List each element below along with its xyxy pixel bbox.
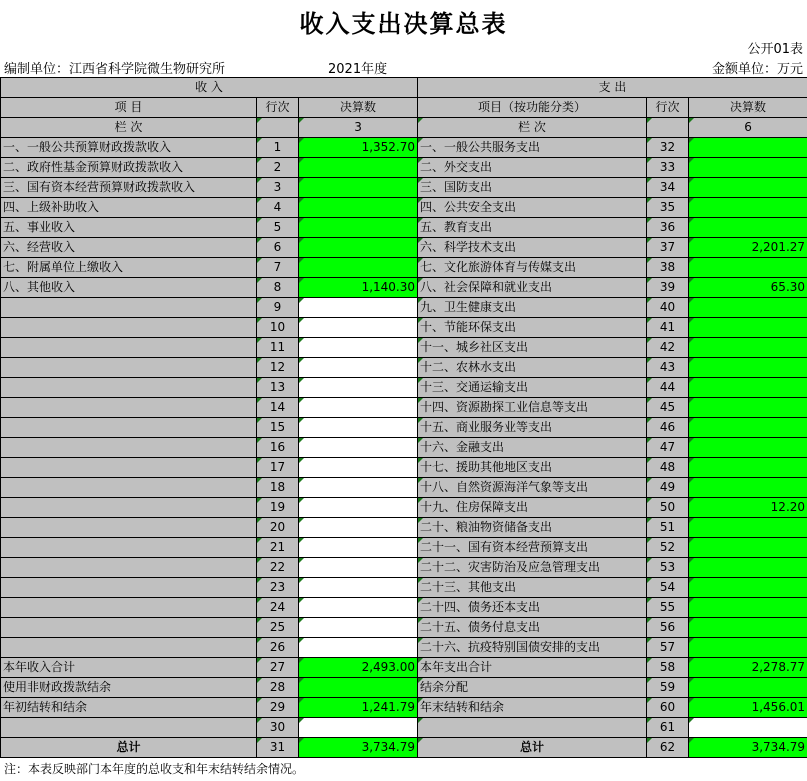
expense-amount: [689, 598, 807, 618]
income-row-number: 10: [257, 318, 299, 338]
table-row: [1, 558, 807, 578]
income-item-label: 使用非财政拨款结余: [1, 678, 257, 698]
expense-row-number: 59: [647, 678, 689, 698]
income-amount: [299, 538, 418, 558]
income-row-number: 4: [257, 198, 299, 218]
income-item-label: [1, 538, 257, 558]
expense-amount: [689, 258, 807, 278]
expense-amount: [689, 478, 807, 498]
table-row: [1, 278, 807, 298]
expense-item-label: 本年支出合计: [418, 658, 647, 678]
expense-amount: [689, 578, 807, 598]
form-number: 公开01表: [747, 42, 803, 57]
income-amount: [299, 578, 418, 598]
expense-amount: [689, 718, 807, 738]
income-row-number: 5: [257, 218, 299, 238]
expense-row-number: 39: [647, 278, 689, 298]
expense-row-number: 53: [647, 558, 689, 578]
lanci-blank-left: [257, 118, 299, 138]
expense-item-label: 二十五、债务付息支出: [418, 618, 647, 638]
expense-item-label: [418, 718, 647, 738]
footnote: 注：本表反映部门本年度的总收支和年末结转结余情况。: [4, 762, 305, 776]
income-item-label: [1, 358, 257, 378]
expense-section-header: 支 出: [418, 78, 807, 98]
expense-row-number: 56: [647, 618, 689, 638]
income-item-label: [1, 518, 257, 538]
income-item-label: [1, 438, 257, 458]
expense-row-number: 37: [647, 238, 689, 258]
income-row-number: 13: [257, 378, 299, 398]
lanci-label-right: 栏 次: [418, 118, 647, 138]
expense-item-label: 二十六、抗疫特别国债安排的支出: [418, 638, 647, 658]
expense-item-label: 结余分配: [418, 678, 647, 698]
fiscal-year: 2021年度: [328, 62, 388, 77]
expense-amount: [689, 138, 807, 158]
expense-item-label: 四、公共安全支出: [418, 198, 647, 218]
table-row: [1, 618, 807, 638]
income-amount: 1,140.30: [299, 278, 418, 298]
income-row-number: 9: [257, 298, 299, 318]
expense-item-label: 六、科学技术支出: [418, 238, 647, 258]
expense-row-number: 40: [647, 298, 689, 318]
income-amount: [299, 598, 418, 618]
table-row: [1, 518, 807, 538]
income-amount: [299, 378, 418, 398]
income-row-number: 7: [257, 258, 299, 278]
expense-amount: 3,734.79: [689, 738, 807, 758]
table-row: [1, 418, 807, 438]
income-item-label: 一、一般公共预算财政拨款收入: [1, 138, 257, 158]
income-row-number: 19: [257, 498, 299, 518]
expense-item-label: 十、节能环保支出: [418, 318, 647, 338]
income-amount: [299, 318, 418, 338]
income-row-number: 22: [257, 558, 299, 578]
expense-row-number: 45: [647, 398, 689, 418]
expense-amount: [689, 158, 807, 178]
expense-row-number: 62: [647, 738, 689, 758]
income-amount: [299, 718, 418, 738]
expense-item-label: 十七、援助其他地区支出: [418, 458, 647, 478]
expense-row-number: 42: [647, 338, 689, 358]
expense-row-number: 44: [647, 378, 689, 398]
income-item-label: [1, 418, 257, 438]
income-row-number: 26: [257, 638, 299, 658]
lanci-blank-right: [647, 118, 689, 138]
income-amount: [299, 298, 418, 318]
income-row-number: 3: [257, 178, 299, 198]
expense-row-number: 35: [647, 198, 689, 218]
expense-amount: [689, 558, 807, 578]
expense-amount: [689, 538, 807, 558]
expense-row-number: 55: [647, 598, 689, 618]
income-row-number: 11: [257, 338, 299, 358]
income-amount: [299, 498, 418, 518]
col-header-row-expense: 行次: [647, 98, 689, 118]
expense-item-label: 三、国防支出: [418, 178, 647, 198]
income-row-number: 21: [257, 538, 299, 558]
income-row-number: 6: [257, 238, 299, 258]
income-row-number: 30: [257, 718, 299, 738]
income-amount: 2,493.00: [299, 658, 418, 678]
table-row: [1, 318, 807, 338]
expense-item-label: 十九、住房保障支出: [418, 498, 647, 518]
income-amount: [299, 518, 418, 538]
expense-item-label: 二十二、灾害防治及应急管理支出: [418, 558, 647, 578]
income-item-label: [1, 318, 257, 338]
expense-item-label: 二十、粮油物资储备支出: [418, 518, 647, 538]
income-item-label: 总计: [1, 738, 257, 758]
expense-item-label: 五、教育支出: [418, 218, 647, 238]
income-row-number: 23: [257, 578, 299, 598]
income-row-number: 29: [257, 698, 299, 718]
table-row: [1, 438, 807, 458]
col-header-row: 行次: [257, 98, 299, 118]
expense-row-number: 54: [647, 578, 689, 598]
table-row: [1, 298, 807, 318]
income-item-label: 五、事业收入: [1, 218, 257, 238]
income-amount: [299, 338, 418, 358]
income-item-label: [1, 598, 257, 618]
expense-row-number: 60: [647, 698, 689, 718]
income-item-label: 二、政府性基金预算财政拨款收入: [1, 158, 257, 178]
table-row: [1, 458, 807, 478]
income-row-number: 16: [257, 438, 299, 458]
expense-item-label: 十四、资源勘探工业信息等支出: [418, 398, 647, 418]
income-item-label: [1, 398, 257, 418]
income-item-label: 六、经营收入: [1, 238, 257, 258]
expense-amount: [689, 638, 807, 658]
expense-row-number: 49: [647, 478, 689, 498]
table-row: [1, 398, 807, 418]
income-item-label: 三、国有资本经营预算财政拨款收入: [1, 178, 257, 198]
table-row: [1, 338, 807, 358]
income-row-number: 15: [257, 418, 299, 438]
income-row-number: 12: [257, 358, 299, 378]
income-row-number: 20: [257, 518, 299, 538]
income-row-number: 17: [257, 458, 299, 478]
col-header-item: 项 目: [1, 98, 257, 118]
income-amount: 1,241.79: [299, 698, 418, 718]
expense-row-number: 57: [647, 638, 689, 658]
income-row-number: 24: [257, 598, 299, 618]
income-amount: [299, 358, 418, 378]
expense-amount: 2,278.77: [689, 658, 807, 678]
income-row-number: 27: [257, 658, 299, 678]
expense-item-label: 二十一、国有资本经营预算支出: [418, 538, 647, 558]
expense-row-number: 33: [647, 158, 689, 178]
col-header-amount: 决算数: [299, 98, 418, 118]
expense-amount: 65.30: [689, 278, 807, 298]
table-row: [1, 198, 807, 218]
income-section-header: 收 入: [1, 78, 418, 98]
expense-amount: [689, 618, 807, 638]
income-item-label: [1, 718, 257, 738]
table-row: [1, 498, 807, 518]
table-row: [1, 678, 807, 698]
expense-row-number: 48: [647, 458, 689, 478]
income-row-number: 28: [257, 678, 299, 698]
expense-row-number: 47: [647, 438, 689, 458]
expense-amount: [689, 298, 807, 318]
expense-amount: [689, 218, 807, 238]
income-amount: [299, 218, 418, 238]
table-row: [1, 658, 807, 678]
expense-row-number: 52: [647, 538, 689, 558]
income-amount: [299, 238, 418, 258]
income-amount: [299, 558, 418, 578]
table-row: [1, 158, 807, 178]
income-expense-table: [0, 77, 807, 758]
expense-item-label: 十八、自然资源海洋气象等支出: [418, 478, 647, 498]
expense-amount: 1,456.01: [689, 698, 807, 718]
income-item-label: 年初结转和结余: [1, 698, 257, 718]
income-item-label: 八、其他收入: [1, 278, 257, 298]
expense-row-number: 46: [647, 418, 689, 438]
income-row-number: 8: [257, 278, 299, 298]
income-amount: [299, 678, 418, 698]
expense-item-label: 十六、金融支出: [418, 438, 647, 458]
income-item-label: [1, 378, 257, 398]
reporting-unit: 编制单位：江西省科学院微生物研究所: [4, 62, 226, 77]
income-amount: [299, 418, 418, 438]
table-row: [1, 718, 807, 738]
lanci-label-left: 栏 次: [1, 118, 257, 138]
expense-row-number: 36: [647, 218, 689, 238]
expense-item-label: 十五、商业服务业等支出: [418, 418, 647, 438]
income-amount: [299, 158, 418, 178]
expense-item-label: 十一、城乡社区支出: [418, 338, 647, 358]
expense-item-label: 二十三、其他支出: [418, 578, 647, 598]
expense-row-number: 41: [647, 318, 689, 338]
expense-item-label: 八、社会保障和就业支出: [418, 278, 647, 298]
expense-amount: [689, 378, 807, 398]
expense-row-number: 58: [647, 658, 689, 678]
expense-item-label: 七、文化旅游体育与传媒支出: [418, 258, 647, 278]
expense-amount: [689, 178, 807, 198]
expense-amount: [689, 358, 807, 378]
income-amount: [299, 178, 418, 198]
expense-item-label: 总计: [418, 738, 647, 758]
page-title: 收入支出决算总表: [299, 10, 508, 38]
table-row: [1, 738, 807, 758]
income-row-number: 18: [257, 478, 299, 498]
expense-amount: [689, 338, 807, 358]
table-row: [1, 138, 807, 158]
income-item-label: [1, 498, 257, 518]
expense-item-label: 九、卫生健康支出: [418, 298, 647, 318]
expense-item-label: 二、外交支出: [418, 158, 647, 178]
income-amount: 3,734.79: [299, 738, 418, 758]
income-item-label: [1, 298, 257, 318]
expense-row-number: 32: [647, 138, 689, 158]
expense-amount: [689, 398, 807, 418]
expense-amount: [689, 458, 807, 478]
expense-item-label: 年末结转和结余: [418, 698, 647, 718]
expense-row-number: 43: [647, 358, 689, 378]
currency-unit: 金额单位：万元: [711, 62, 803, 77]
table-row: [1, 598, 807, 618]
income-amount: [299, 478, 418, 498]
expense-amount: [689, 678, 807, 698]
table-row: [1, 578, 807, 598]
table-row: [1, 378, 807, 398]
expense-amount: [689, 438, 807, 458]
table-row: [1, 698, 807, 718]
income-amount: [299, 618, 418, 638]
table-row: [1, 178, 807, 198]
col-header-item-expense: 项目（按功能分类）: [418, 98, 647, 118]
income-amount: [299, 398, 418, 418]
income-amount: [299, 258, 418, 278]
income-row-number: 1: [257, 138, 299, 158]
expense-row-number: 38: [647, 258, 689, 278]
expense-row-number: 61: [647, 718, 689, 738]
expense-row-number: 51: [647, 518, 689, 538]
income-item-label: [1, 578, 257, 598]
table-row: [1, 258, 807, 278]
income-item-label: 本年收入合计: [1, 658, 257, 678]
income-amount: [299, 198, 418, 218]
income-item-label: [1, 558, 257, 578]
income-item-label: [1, 478, 257, 498]
expense-amount: [689, 518, 807, 538]
expense-amount: 2,201.27: [689, 238, 807, 258]
income-item-label: 四、上级补助收入: [1, 198, 257, 218]
table-row: [1, 538, 807, 558]
table-row: [1, 638, 807, 658]
expense-amount: 12.20: [689, 498, 807, 518]
income-item-label: [1, 458, 257, 478]
lanci-number-left: 3: [299, 118, 418, 138]
table-row: [1, 218, 807, 238]
income-amount: 1,352.70: [299, 138, 418, 158]
income-item-label: [1, 338, 257, 358]
expense-item-label: 一、一般公共服务支出: [418, 138, 647, 158]
expense-amount: [689, 198, 807, 218]
income-amount: [299, 438, 418, 458]
expense-item-label: 十二、农林水支出: [418, 358, 647, 378]
income-item-label: [1, 638, 257, 658]
expense-row-number: 50: [647, 498, 689, 518]
table-row: [1, 358, 807, 378]
income-row-number: 2: [257, 158, 299, 178]
income-row-number: 14: [257, 398, 299, 418]
expense-row-number: 34: [647, 178, 689, 198]
income-amount: [299, 458, 418, 478]
income-item-label: [1, 618, 257, 638]
table-row: [1, 238, 807, 258]
income-row-number: 31: [257, 738, 299, 758]
lanci-number-right: 6: [689, 118, 807, 138]
expense-amount: [689, 418, 807, 438]
table-row: [1, 478, 807, 498]
income-item-label: 七、附属单位上缴收入: [1, 258, 257, 278]
expense-item-label: 十三、交通运输支出: [418, 378, 647, 398]
col-header-amount-expense: 决算数: [689, 98, 807, 118]
expense-item-label: 二十四、债务还本支出: [418, 598, 647, 618]
expense-amount: [689, 318, 807, 338]
income-row-number: 25: [257, 618, 299, 638]
income-amount: [299, 638, 418, 658]
